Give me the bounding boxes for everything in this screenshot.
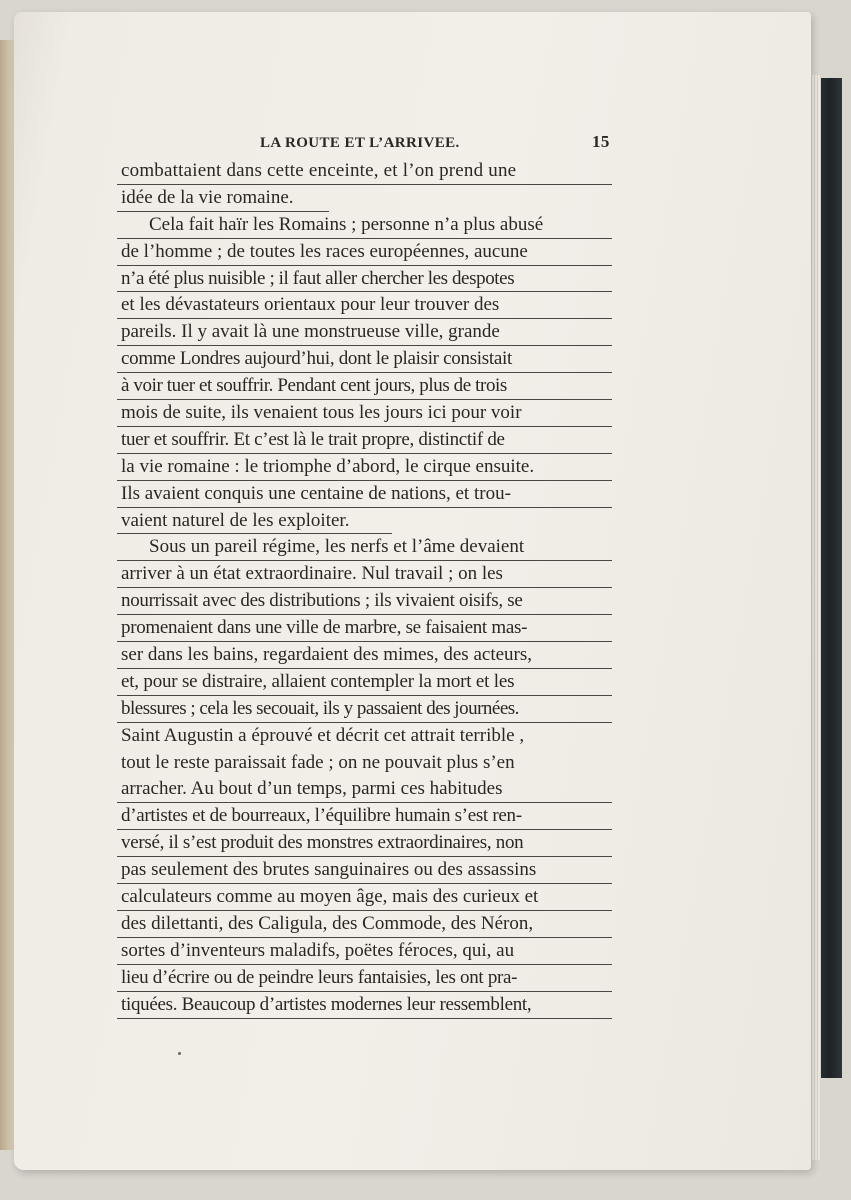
text-line: Sous un pareil régime, les nerfs et l’âme devaient — [117, 534, 612, 561]
text-line: la vie romaine : le triomphe d’abord, le cirque ensuite. — [117, 454, 612, 481]
text-line: des dilettanti, des Caligula, des Commode, des Néron, — [117, 911, 612, 938]
paragraph — [117, 158, 612, 212]
text-line: tuer et souffrir. Et c’est là le trait propre, distinctif de — [117, 427, 612, 454]
text-line: à voir tuer et souffrir. Pendant cent jours, plus de trois — [117, 373, 612, 400]
text-line: n’a été plus nuisible ; il faut aller chercher les despotes — [117, 266, 612, 293]
text-line: vaient naturel de les exploiter. — [117, 508, 392, 535]
paper-speck — [178, 1052, 181, 1055]
text-line: Ils avaient conquis une centaine de nations, et trou- — [117, 481, 612, 508]
book-spine — [818, 78, 842, 1078]
body-text — [117, 158, 612, 1019]
text-line: versé, il s’est produit des monstres extraordinaires, non — [117, 830, 612, 857]
text-line: arracher. Au bout d’un temps, parmi ces habitudes — [117, 776, 612, 803]
text-line: promenaient dans une ville de marbre, se faisaient mas- — [117, 615, 612, 642]
text-line: et les dévastateurs orientaux pour leur trouver des — [117, 292, 612, 319]
text-line: idée de la vie romaine. — [117, 185, 329, 212]
text-line: lieu d’écrire ou de peindre leurs fantaisies, les ont pra- — [117, 965, 612, 992]
text-line: calculateurs comme au moyen âge, mais des curieux et — [117, 884, 612, 911]
running-title: LA ROUTE ET L’ARRIVEE. — [260, 135, 460, 151]
text-line: pareils. Il y avait là une monstrueuse ville, grande — [117, 319, 612, 346]
text-line: pas seulement des brutes sanguinaires ou des assassins — [117, 857, 612, 884]
text-line: tiquées. Beaucoup d’artistes modernes leur ressemblent, — [117, 992, 612, 1019]
text-line: Saint Augustin a éprouvé et décrit cet attrait terrible , — [121, 724, 525, 746]
text-line: tout le reste paraissait fade ; on ne pouvait plus s’en — [121, 751, 515, 773]
paragraph — [117, 534, 612, 1018]
text-line: arriver à un état extraordinaire. Nul travail ; on les — [117, 561, 612, 588]
text-line: nourrissait avec des distributions ; ils vivaient oisifs, se — [117, 588, 612, 615]
text-line: blessures ; cela les secouait, ils y passaient des journées. — [117, 696, 612, 723]
text-line: d’artistes et de bourreaux, l’équilibre humain s’est ren- — [117, 803, 612, 830]
page-number: 15 — [592, 132, 610, 151]
text-line: combattaient dans cette enceinte, et l’on prend une — [117, 158, 612, 185]
text-line: Cela fait haïr les Romains ; personne n’a plus abusé — [117, 212, 612, 239]
paragraph — [117, 212, 612, 535]
page-header — [0, 132, 851, 156]
text-line: ser dans les bains, regardaient des mimes, des acteurs, — [117, 642, 612, 669]
text-line: comme Londres aujourd’hui, dont le plaisir consistait — [117, 346, 612, 373]
text-line: mois de suite, ils venaient tous les jours ici pour voir — [117, 400, 612, 427]
text-line: de l’homme ; de toutes les races européennes, aucune — [117, 239, 612, 266]
text-line: sortes d’inventeurs maladifs, poëtes féroces, qui, au — [117, 938, 612, 965]
text-line: et, pour se distraire, allaient contempler la mort et les — [117, 669, 612, 696]
